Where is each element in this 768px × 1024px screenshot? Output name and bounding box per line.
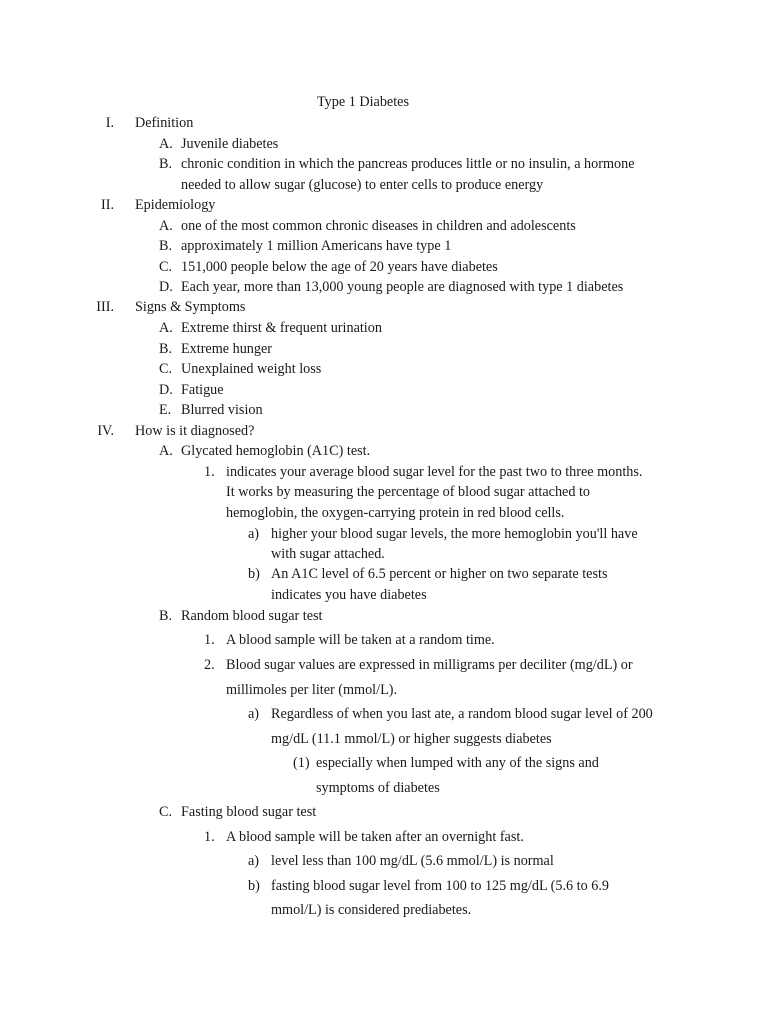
subitem-text: indicates your average blood sugar level for the past two to three months.	[226, 464, 643, 480]
section-numeral: IV.	[97, 423, 114, 439]
item-text: Each year, more than 13,000 young people are diagnosed with type 1 diabetes	[181, 279, 624, 295]
item-text: chronic condition in which the pancreas produces little or no insulin, a hormone	[181, 156, 635, 172]
item-text: Fasting blood sugar test	[181, 804, 317, 820]
subitem-text: Blood sugar values are expressed in milligrams per deciliter (mg/dL) or	[226, 657, 633, 673]
subsubitem-text: An A1C level of 6.5 percent or higher on two separate tests	[271, 566, 608, 582]
subsubitem-marker: a)	[248, 706, 260, 722]
subitem-marker: 2.	[204, 657, 215, 673]
item-marker: B.	[159, 238, 173, 254]
item-text: Extreme hunger	[181, 341, 272, 357]
subsubsubitem-marker: (1)	[293, 755, 310, 771]
item-marker: D.	[159, 279, 173, 295]
item-text: 151,000 people below the age of 20 years have diabetes	[181, 259, 498, 275]
item-marker: B.	[159, 608, 173, 624]
subsubitem-marker: b)	[248, 566, 260, 582]
item-text: Extreme thirst & frequent urination	[181, 320, 382, 336]
item-marker: A.	[159, 218, 173, 234]
subitem-text: A blood sample will be taken at a random time.	[226, 632, 495, 648]
subsubitem-marker: a)	[248, 526, 260, 542]
section-heading: Signs & Symptoms	[135, 299, 246, 315]
section-heading: Epidemiology	[135, 197, 216, 213]
subitem-marker: 1.	[204, 632, 215, 648]
item-marker: B.	[159, 156, 173, 172]
subsubitem-marker: b)	[248, 878, 260, 894]
item-text: Blurred vision	[181, 402, 263, 418]
item-marker: A.	[159, 443, 173, 459]
item-marker: C.	[159, 361, 173, 377]
subitem-text: millimoles per liter (mmol/L).	[226, 682, 398, 698]
item-marker: C.	[159, 259, 173, 275]
document-title: Type 1 Diabetes	[317, 94, 409, 110]
subsubitem-text: mmol/L) is considered prediabetes.	[271, 902, 472, 918]
item-marker: E.	[159, 402, 172, 418]
subsubitem-text: fasting blood sugar level from 100 to 125 mg/dL (5.6 to 6.9	[271, 878, 609, 894]
item-text: one of the most common chronic diseases in children and adolescents	[181, 218, 576, 234]
item-marker: A.	[159, 136, 173, 152]
section-numeral: III.	[96, 299, 114, 315]
section-heading: Definition	[135, 115, 194, 131]
subitem-text: A blood sample will be taken after an overnight fast.	[226, 829, 524, 845]
subitem-marker: 1.	[204, 464, 215, 480]
item-text: Random blood sugar test	[181, 608, 323, 624]
item-marker: D.	[159, 382, 173, 398]
item-text: Unexplained weight loss	[181, 361, 322, 377]
subsubitem-text: indicates you have diabetes	[271, 587, 427, 603]
subsubitem-text: higher your blood sugar levels, the more hemoglobin you'll have	[271, 526, 638, 542]
subsubitem-text: Regardless of when you last ate, a random blood sugar level of 200	[271, 706, 653, 722]
item-text: approximately 1 million Americans have type 1	[181, 238, 452, 254]
item-marker: A.	[159, 320, 173, 336]
subitem-marker: 1.	[204, 829, 215, 845]
subsubitem-text: level less than 100 mg/dL (5.6 mmol/L) is normal	[271, 853, 554, 869]
item-text: Glycated hemoglobin (A1C) test.	[181, 443, 371, 459]
item-marker: C.	[159, 804, 173, 820]
item-text: Fatigue	[181, 382, 224, 398]
subsubsubitem-text: symptoms of diabetes	[316, 780, 440, 796]
subitem-text: It works by measuring the percentage of blood sugar attached to	[226, 484, 591, 500]
item-text: Juvenile diabetes	[181, 136, 279, 152]
subsubitem-text: mg/dL (11.1 mmol/L) or higher suggests diabetes	[271, 731, 552, 747]
section-heading: How is it diagnosed?	[135, 423, 255, 439]
subitem-text: hemoglobin, the oxygen-carrying protein in red blood cells.	[226, 505, 565, 521]
item-text: needed to allow sugar (glucose) to enter cells to produce energy	[181, 177, 544, 193]
subsubitem-text: with sugar attached.	[271, 546, 385, 562]
item-marker: B.	[159, 341, 173, 357]
subsubsubitem-text: especially when lumped with any of the signs and	[316, 755, 599, 771]
section-numeral: II.	[101, 197, 114, 213]
subsubitem-marker: a)	[248, 853, 260, 869]
section-numeral: I.	[105, 115, 114, 131]
